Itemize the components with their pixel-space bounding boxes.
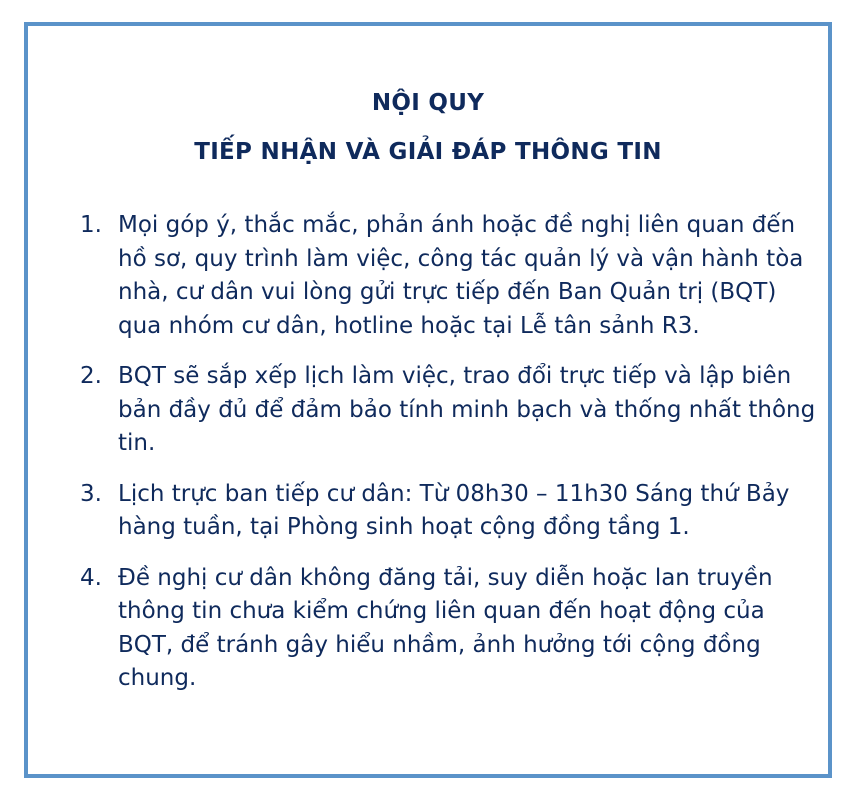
- notice-title: NỘI QUY: [371, 90, 485, 116]
- notice-subtitle: TIẾP NHẬN VÀ GIẢI ĐÁP THÔNG TIN: [194, 139, 662, 165]
- rule-list: [80, 209, 820, 696]
- rule-item-1: [80, 209, 820, 343]
- notice-frame: [24, 22, 832, 778]
- rule-number: 4.: [80, 564, 102, 591]
- rule-item-2: [80, 360, 820, 461]
- rule-number: 3.: [80, 480, 102, 507]
- rule-item-3: [80, 478, 820, 545]
- rule-number: 1.: [80, 212, 102, 238]
- rule-text: Lịch trực ban tiếp cư dân: Từ 08h30 – 11h30 Sáng thứ Bảy hàng tuần, tại Phòng sinh hoạt cộng đồng tầng 1.: [118, 480, 790, 540]
- rule-number: 2.: [80, 363, 102, 389]
- rule-item-4: [80, 562, 820, 696]
- rule-text: Đề nghị cư dân không đăng tải, suy diễn hoặc lan truyền thông tin chưa kiểm chứng liên quan đến hoạt động của BQT, để tránh gây hiểu nhầm, ảnh hưởng tới cộng đồng chung.: [118, 564, 773, 691]
- rule-text: Mọi góp ý, thắc mắc, phản ánh hoặc đề nghị liên quan đến hồ sơ, quy trình làm việc, công tác quản lý và vận hành tòa nhà, cư dân vui lòng gửi trực tiếp đến Ban Quản trị (BQT) qua nhóm cư dân, hotline hoặc tại Lễ tân sảnh R3.: [118, 212, 804, 339]
- rule-text: BQT sẽ sắp xếp lịch làm việc, trao đổi trực tiếp và lập biên bản đầy đủ để đảm bảo tính minh bạch và thống nhất thông tin.: [118, 363, 816, 456]
